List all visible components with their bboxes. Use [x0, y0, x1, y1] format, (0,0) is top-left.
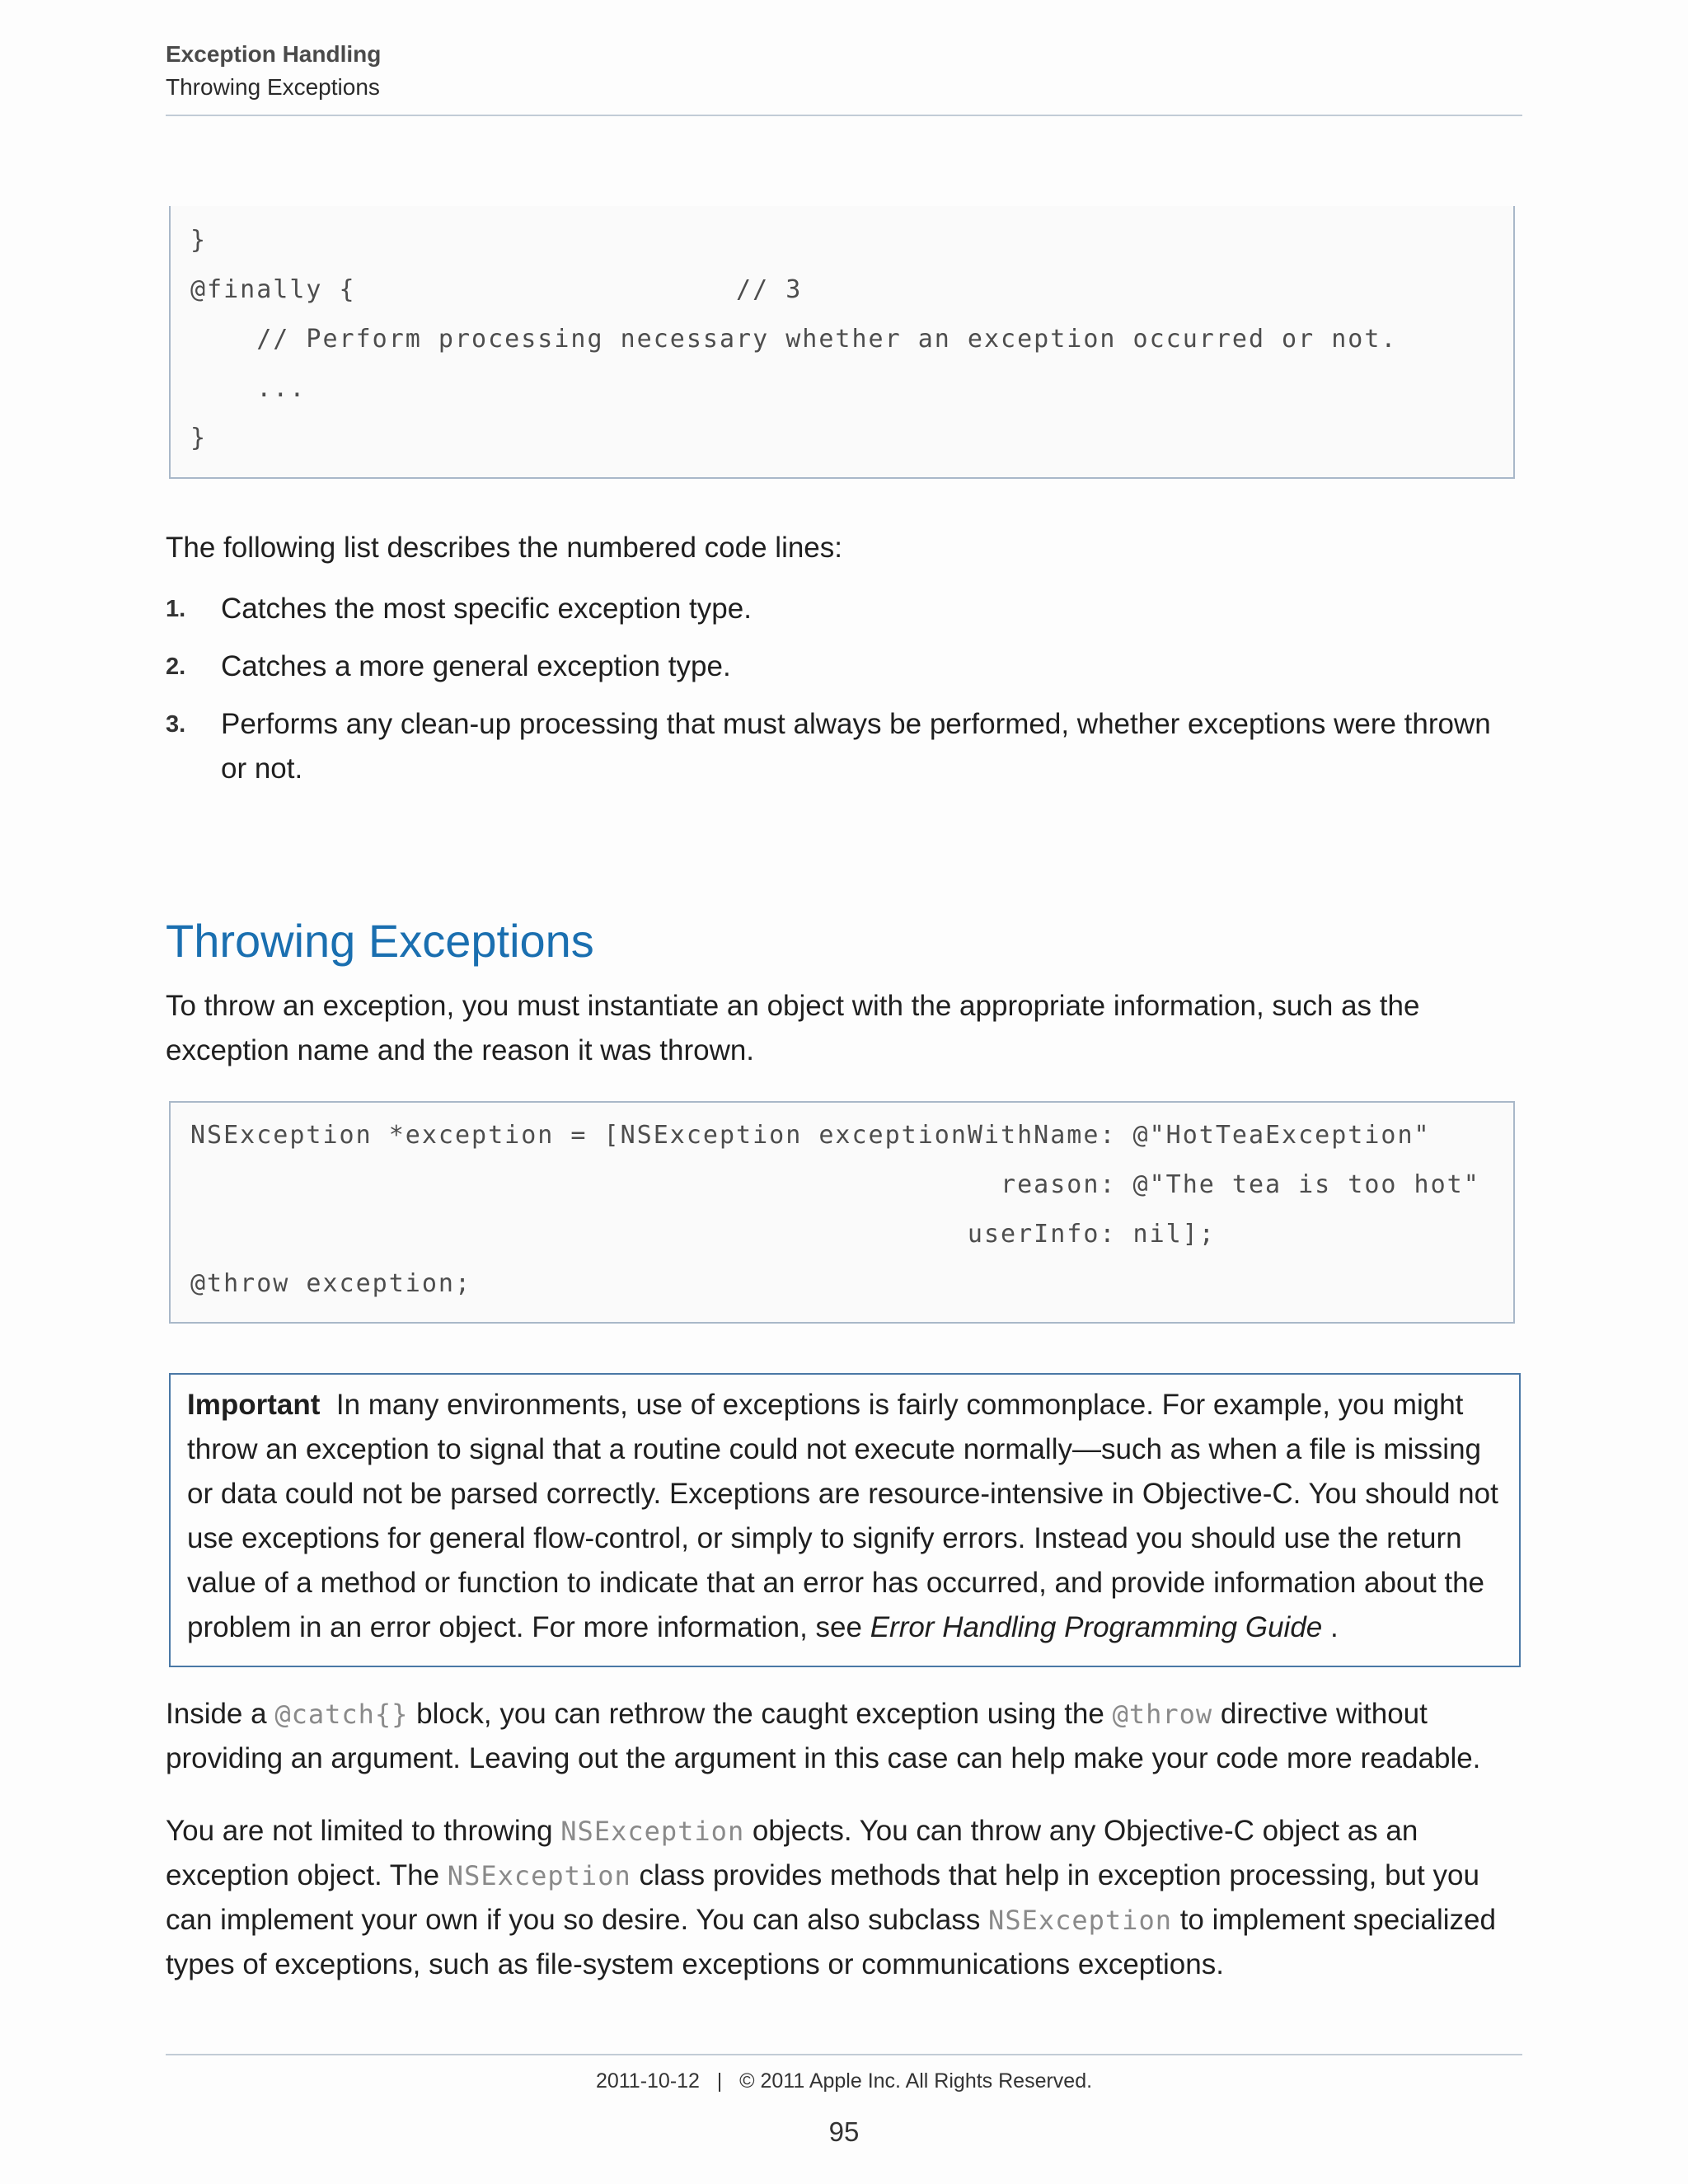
footer-copyright: 2011-10-12 | © 2011 Apple Inc. All Rights Reserved. [595, 2069, 1093, 2093]
list-number: 1. [166, 596, 186, 622]
guide-link[interactable]: Error Handling Programming Guide [870, 1611, 1323, 1643]
text-run: Inside a [166, 1698, 275, 1730]
code-block-finally [169, 206, 1515, 479]
code-block-throw [169, 1101, 1515, 1324]
list-item [166, 702, 1522, 791]
text-run: objects. You can throw any Objective-C object as an exception object. The [166, 1815, 1418, 1891]
paragraph [166, 1692, 1522, 1781]
header-chapter-title: Exception Handling [166, 41, 382, 67]
text-run: You are not limited to throwing [166, 1815, 561, 1847]
list-number: 3. [166, 711, 186, 738]
list-item [166, 644, 1522, 689]
code-throw: @throw [1112, 1699, 1213, 1730]
code-line: } [190, 424, 208, 452]
list-number: 2. [166, 654, 186, 680]
important-note [169, 1373, 1521, 1667]
code-nsexception: NSException [560, 1816, 745, 1847]
important-body: In many environments, use of exceptions is fairly commonplace. For example, you might throw an exception to signal that a routine could not execute normally—such as when a file is missing or data could not be parsed correctly. Exceptions are resource-intensive in Objective-C. You should not use exceptions for general flow-control, or simply to signify errors. Instead you should use the return value of a method or function to indicate that an error has occurred, and provide information about the problem in an error object. For more information, see [187, 1389, 1498, 1643]
list-text: Catches the most specific exception type. [221, 593, 752, 625]
code-line: ... [190, 374, 307, 403]
section-heading: Throwing Exceptions [166, 915, 594, 967]
footer-divider [166, 2054, 1522, 2055]
code-nsexception: NSException [447, 1860, 631, 1891]
header-section-title: Throwing Exceptions [166, 74, 380, 100]
code-catch: @catch{} [274, 1699, 409, 1730]
page-number: 95 [828, 2116, 860, 2147]
document-page [166, 0, 1522, 2184]
text-run: to implement specialized types of exceptions, such as file-system exceptions or communications exceptions. [166, 1904, 1496, 1980]
code-line: NSException *exception = [NSException exceptionWithName: @"HotTeaException" [190, 1121, 1431, 1150]
text-run: directive without providing an argument. Leaving out the argument in this case can help make your code more readable. [166, 1698, 1481, 1774]
important-end: . [1322, 1611, 1339, 1643]
list-text: Performs any clean-up processing that must always be performed, whether exceptions were thrown or not. [221, 708, 1491, 785]
code-line: } [190, 226, 208, 255]
code-line: reason: @"The tea is too hot" [190, 1170, 1480, 1199]
paragraph: To throw an exception, you must instantiate an object with the appropriate information, such as the exception name and the reason it was thrown. [166, 990, 1420, 1066]
code-nsexception: NSException [988, 1905, 1172, 1936]
list-intro: The following list describes the numbered code lines: [166, 532, 842, 564]
list-item [166, 587, 1522, 631]
important-text [187, 1383, 1506, 1650]
code-line: userInfo: nil]; [190, 1220, 1216, 1249]
important-label: Important [187, 1389, 321, 1421]
running-header [166, 38, 381, 104]
paragraph [166, 1809, 1522, 1987]
code-line: // Perform processing necessary whether an exception occurred or not. [190, 325, 1398, 354]
text-run: class provides methods that help in exception processing, but you can implement your own if you so desire. You can also subclass [166, 1859, 1479, 1936]
list-text: Catches a more general exception type. [221, 650, 731, 682]
text-run: block, you can rethrow the caught exception using the [408, 1698, 1113, 1730]
code-line: @throw exception; [190, 1269, 472, 1298]
code-line: @finally { // 3 [190, 275, 803, 304]
header-divider [166, 115, 1522, 116]
